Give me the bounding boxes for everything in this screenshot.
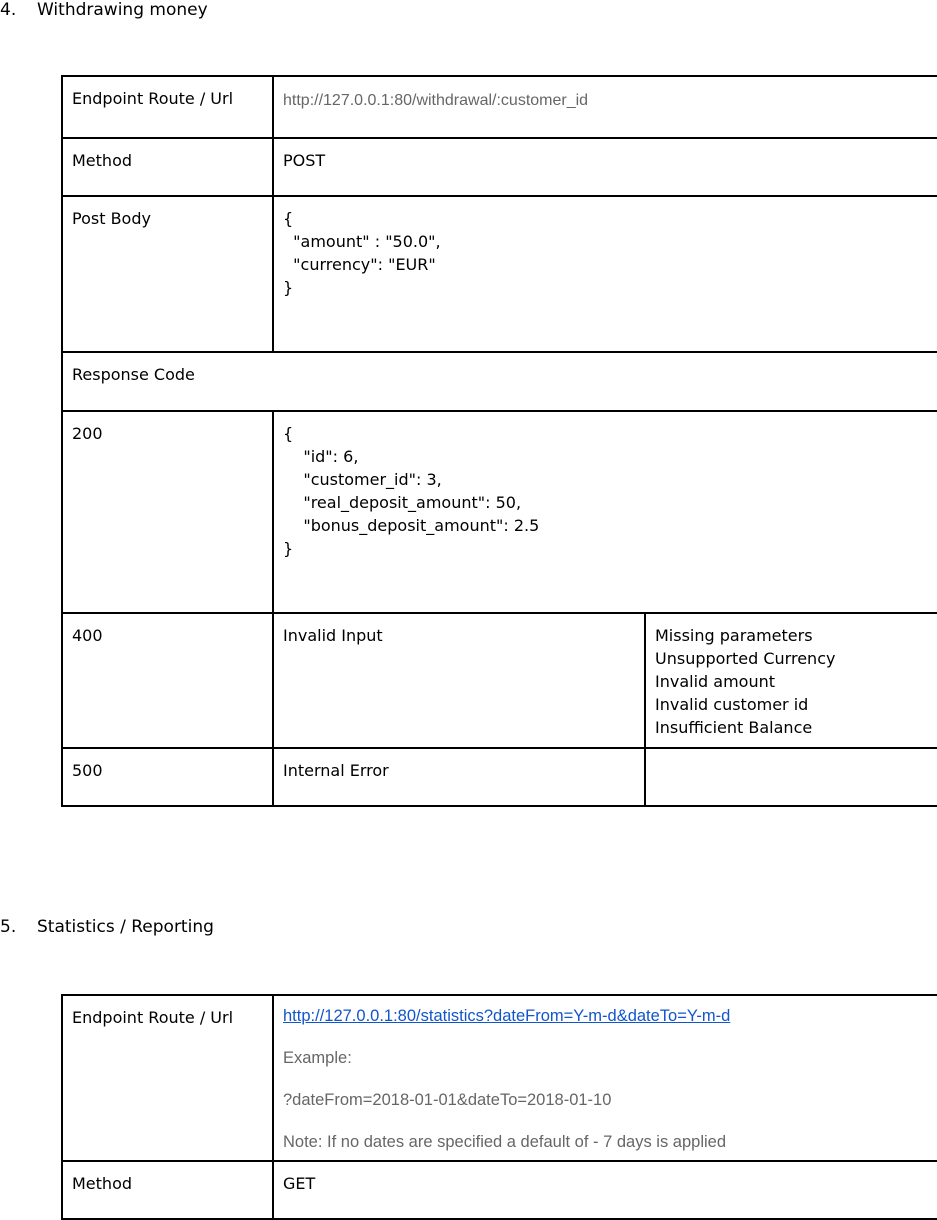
json-line: "real_deposit_amount": 50, xyxy=(283,493,522,512)
json-line: "bonus_deposit_amount": 2.5 xyxy=(283,516,540,535)
example-query: ?dateFrom=2018-01-01&dateTo=2018-01-10 xyxy=(283,1091,612,1109)
response-400-reasons xyxy=(645,613,937,748)
response-200-row xyxy=(62,411,937,613)
withdrawal-api-table xyxy=(61,75,937,807)
json-line: { xyxy=(283,209,294,228)
reason-item: Unsupported Currency xyxy=(655,649,836,668)
endpoint-label: Endpoint Route / Url xyxy=(62,76,273,138)
method-value: GET xyxy=(273,1161,937,1219)
method-row xyxy=(62,138,937,196)
response-200-code: 200 xyxy=(62,411,273,613)
json-line: { xyxy=(283,424,294,443)
response-400-desc: Invalid Input xyxy=(273,613,645,748)
json-line: "customer_id": 3, xyxy=(283,470,442,489)
statistics-api-table xyxy=(61,994,937,1220)
reason-item: Insufficient Balance xyxy=(655,718,813,737)
response-400-code: 400 xyxy=(62,613,273,748)
section-heading-withdrawing xyxy=(0,0,208,20)
post-body-label: Post Body xyxy=(62,196,273,352)
json-line: "amount" : "50.0", xyxy=(283,232,441,251)
method-value: POST xyxy=(273,138,937,196)
endpoint-details xyxy=(273,995,937,1161)
response-200-json xyxy=(273,411,937,613)
response-400-row xyxy=(62,613,937,748)
json-line: } xyxy=(283,539,294,558)
json-line: } xyxy=(283,278,294,297)
post-body-row xyxy=(62,196,937,352)
endpoint-row xyxy=(62,76,937,138)
method-label: Method xyxy=(62,1161,273,1219)
section-number: 5. xyxy=(0,917,17,937)
response-code-row xyxy=(62,352,937,411)
response-500-row xyxy=(62,748,937,806)
section-title: Withdrawing money xyxy=(37,0,208,20)
post-body-json xyxy=(273,196,937,352)
example-label: Example: xyxy=(283,1049,352,1067)
method-row xyxy=(62,1161,937,1219)
endpoint-label: Endpoint Route / Url xyxy=(62,995,273,1161)
section-title: Statistics / Reporting xyxy=(37,917,214,937)
section-heading-statistics xyxy=(0,917,214,937)
response-500-desc: Internal Error xyxy=(273,748,645,806)
response-code-label: Response Code xyxy=(62,352,937,411)
json-line: "currency": "EUR" xyxy=(283,255,436,274)
reason-item: Invalid customer id xyxy=(655,695,809,714)
response-500-empty xyxy=(645,748,937,806)
endpoint-row xyxy=(62,995,937,1161)
json-line: "id": 6, xyxy=(283,447,359,466)
method-label: Method xyxy=(62,138,273,196)
section-number: 4. xyxy=(0,0,17,20)
response-500-code: 500 xyxy=(62,748,273,806)
statistics-endpoint-link[interactable]: http://127.0.0.1:80/statistics?dateFrom=Y-m-d&dateTo=Y-m-d xyxy=(283,1007,731,1025)
reason-item: Missing parameters xyxy=(655,626,813,645)
reason-item: Invalid amount xyxy=(655,672,775,691)
endpoint-url[interactable]: http://127.0.0.1:80/withdrawal/:customer_id xyxy=(273,76,937,138)
default-note: Note: If no dates are specified a default of - 7 days is applied xyxy=(283,1133,727,1151)
